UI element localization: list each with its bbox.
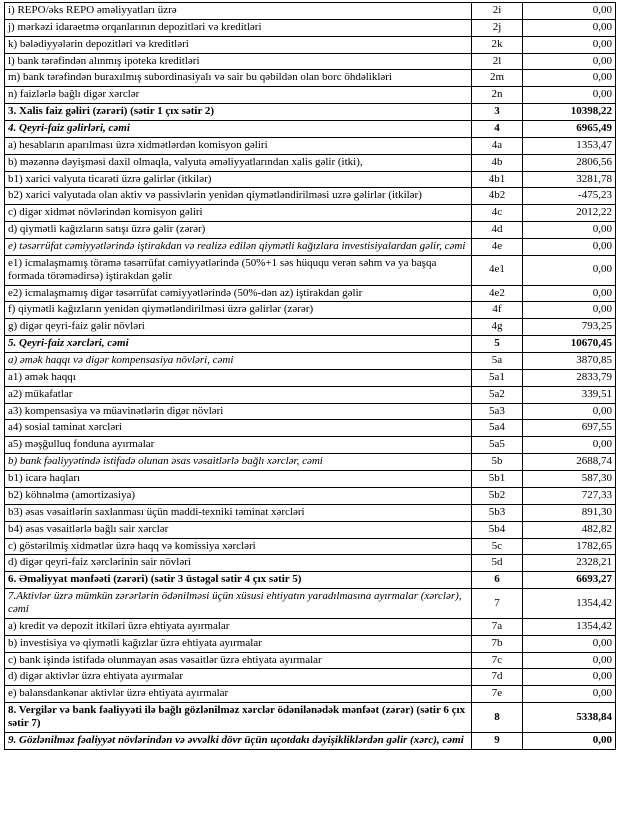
row-value: 0,00 <box>523 635 616 652</box>
row-label: b3) əsas vəsaitlərin saxlanması üçün maddi-texniki təminat xərcləri <box>5 504 472 521</box>
table-row <box>5 239 616 256</box>
row-value: 0,00 <box>523 239 616 256</box>
row-code: 2i <box>472 3 523 20</box>
row-code: 5b2 <box>472 487 523 504</box>
row-value: 0,00 <box>523 285 616 302</box>
row-label: a2) mükafatlar <box>5 386 472 403</box>
row-label: b) investisiya və qiymətli kağızlar üzrə ehtiyata ayırmalar <box>5 635 472 652</box>
row-code: 4a <box>472 137 523 154</box>
row-value: 0,00 <box>523 302 616 319</box>
row-value: 891,30 <box>523 504 616 521</box>
row-label: 3. Xalis faiz gəliri (zərəri) (sətir 1 çıx sətir 2) <box>5 104 472 121</box>
row-code: 4b1 <box>472 171 523 188</box>
row-code: 4e2 <box>472 285 523 302</box>
table-row <box>5 487 616 504</box>
row-label: m) bank tərəfindən buraxılmış subordinasiyalı və sair bu qəbildən olan borc öhdəlikləri <box>5 70 472 87</box>
row-code: 7b <box>472 635 523 652</box>
row-code: 4e1 <box>472 255 523 285</box>
row-code: 4g <box>472 319 523 336</box>
row-label: a3) kompensasiya və müavinətlərin digər növləri <box>5 403 472 420</box>
row-label: 5. Qeyri-faiz xərcləri, cəmi <box>5 336 472 353</box>
table-row <box>5 572 616 589</box>
table-row <box>5 703 616 733</box>
row-label: 4. Qeyri-faiz gəlirləri, cəmi <box>5 121 472 138</box>
table-row <box>5 154 616 171</box>
row-value: 1353,47 <box>523 137 616 154</box>
table-row <box>5 686 616 703</box>
table-row <box>5 3 616 20</box>
row-label: f) qiymətli kağızların yenidən qiymətləndirilməsi üzrə gəlirlər (zərər) <box>5 302 472 319</box>
row-label: b2) xarici valyutada olan aktiv və passivlərin yenidən qiymətləndirilməsi uzrə gəlirlər (itkilər) <box>5 188 472 205</box>
row-label: a4) sosial təminat xərcləri <box>5 420 472 437</box>
row-value: 0,00 <box>523 222 616 239</box>
row-value: 0,00 <box>523 437 616 454</box>
row-label: d) qiymətli kağızların satışı üzrə gəlir (zərər) <box>5 222 472 239</box>
row-label: b1) xarici valyuta ticarəti üzrə gəlirlər (itkilər) <box>5 171 472 188</box>
row-code: 2k <box>472 36 523 53</box>
row-code: 4d <box>472 222 523 239</box>
table-row <box>5 437 616 454</box>
row-value: 1354,42 <box>523 589 616 619</box>
table-body <box>5 3 616 750</box>
row-value: 6965,49 <box>523 121 616 138</box>
row-label: 8. Vergilər və bank fəaliyyəti ilə bağlı gözlənilməz xərclər ödənilənədək mənfəət (zərər) (sətir 6 çıx sətir 7) <box>5 703 472 733</box>
table-row <box>5 504 616 521</box>
row-code: 2n <box>472 87 523 104</box>
table-row <box>5 36 616 53</box>
row-code: 9 <box>472 732 523 749</box>
row-label: 7.Aktivlər üzrə mümkün zərərlərin ödənilməsi üçün xüsusi ehtiyatın yaradılmasına ayırmalar (xərclər), cəmi <box>5 589 472 619</box>
row-label: c) digər xidmət növlərindən komisyon gəliri <box>5 205 472 222</box>
table-row <box>5 70 616 87</box>
row-value: 0,00 <box>523 669 616 686</box>
table-row <box>5 336 616 353</box>
table-row <box>5 255 616 285</box>
row-value: 0,00 <box>523 87 616 104</box>
row-label: j) mərkəzi idarəetmə orqanlarının depozitləri və kreditləri <box>5 19 472 36</box>
row-value: 339,51 <box>523 386 616 403</box>
row-label: c) bank işində istifadə olunmayan əsas vəsaitlər üzrə ehtiyata ayırmalar <box>5 652 472 669</box>
table-row <box>5 171 616 188</box>
table-row <box>5 369 616 386</box>
table-row <box>5 555 616 572</box>
table-row <box>5 285 616 302</box>
table-row <box>5 635 616 652</box>
row-value: 0,00 <box>523 652 616 669</box>
row-label: a) hesabların aparılması üzrə xidmətlərdən komisyon gəliri <box>5 137 472 154</box>
row-label: c) göstərilmiş xidmətlər üzrə haqq və komissiya xərcləri <box>5 538 472 555</box>
table-row <box>5 53 616 70</box>
row-code: 2m <box>472 70 523 87</box>
row-value: 0,00 <box>523 53 616 70</box>
row-label: e2) icmalaşmamış digər təsərrüfat cəmiyyətlərində (50%-dən az) iştirakdan gəlir <box>5 285 472 302</box>
row-label: b) məzənnə dəyişməsi daxil olmaqla, valyuta əməliyyatlarından xalis gəlir (itki), <box>5 154 472 171</box>
row-value: 0,00 <box>523 3 616 20</box>
row-value: 0,00 <box>523 36 616 53</box>
row-value: 697,55 <box>523 420 616 437</box>
row-label: i) REPO/əks REPO əməliyyatları üzrə <box>5 3 472 20</box>
table-row <box>5 104 616 121</box>
row-code: 7c <box>472 652 523 669</box>
row-label: e) təsərrüfat cəmiyyətlərində iştirakdan və realizə edilən qiymətli kağızlara investisiyalardan gəlir, cəmi <box>5 239 472 256</box>
row-value: 2328,21 <box>523 555 616 572</box>
row-code: 5c <box>472 538 523 555</box>
table-row <box>5 137 616 154</box>
row-value: 5338,84 <box>523 703 616 733</box>
table-row <box>5 319 616 336</box>
row-code: 5a <box>472 353 523 370</box>
row-code: 5a1 <box>472 369 523 386</box>
table-row <box>5 652 616 669</box>
row-label: l) bank tərəfindən alınmış ipoteka kreditləri <box>5 53 472 70</box>
row-code: 8 <box>472 703 523 733</box>
row-code: 5b4 <box>472 521 523 538</box>
row-code: 4f <box>472 302 523 319</box>
row-value: -475,23 <box>523 188 616 205</box>
table-row <box>5 403 616 420</box>
table-row <box>5 521 616 538</box>
row-label: g) digər qeyri-faiz gəlir növləri <box>5 319 472 336</box>
row-value: 3281,78 <box>523 171 616 188</box>
row-value: 0,00 <box>523 403 616 420</box>
row-code: 5b3 <box>472 504 523 521</box>
row-value: 10398,22 <box>523 104 616 121</box>
row-code: 5a5 <box>472 437 523 454</box>
row-value: 2833,79 <box>523 369 616 386</box>
row-label: b) bank fəaliyyətində istifadə olunan əsas vəsaitlərlə bağlı xərclər, cəmi <box>5 454 472 471</box>
row-label: e1) icmalaşmamış törəmə təsərrüfat cəmiyyətlərində (50%+1 səs hüququ verən səhm və ya başqa formada törəmədirsə) iştirakdan gəlir <box>5 255 472 285</box>
row-code: 4 <box>472 121 523 138</box>
row-value: 2688,74 <box>523 454 616 471</box>
row-code: 7 <box>472 589 523 619</box>
row-code: 2j <box>472 19 523 36</box>
table-row <box>5 222 616 239</box>
row-value: 2012,22 <box>523 205 616 222</box>
row-label: a5) məşğulluq fonduna ayırmalar <box>5 437 472 454</box>
table-row <box>5 589 616 619</box>
row-value: 727,33 <box>523 487 616 504</box>
table-row <box>5 19 616 36</box>
row-value: 0,00 <box>523 255 616 285</box>
row-code: 2l <box>472 53 523 70</box>
row-value: 1782,65 <box>523 538 616 555</box>
row-code: 5b1 <box>472 471 523 488</box>
row-label: a) əmək haqqı və digər kompensasiya növləri, cəmi <box>5 353 472 370</box>
table-row <box>5 420 616 437</box>
table-row <box>5 386 616 403</box>
financial-statement-table <box>4 2 616 750</box>
table-row <box>5 121 616 138</box>
row-value: 587,30 <box>523 471 616 488</box>
row-label: 6. Əməliyyat mənfəəti (zərəri) (sətir 3 üstəgəl sətir 4 çıx sətir 5) <box>5 572 472 589</box>
row-code: 5 <box>472 336 523 353</box>
table-row <box>5 302 616 319</box>
row-value: 793,25 <box>523 319 616 336</box>
row-value: 10670,45 <box>523 336 616 353</box>
row-code: 5d <box>472 555 523 572</box>
table-row <box>5 538 616 555</box>
row-label: d) digər aktivlər üzrə ehtiyata ayırmalar <box>5 669 472 686</box>
row-code: 7e <box>472 686 523 703</box>
row-code: 5a4 <box>472 420 523 437</box>
table-row <box>5 205 616 222</box>
row-value: 0,00 <box>523 19 616 36</box>
row-label: 9. Gözlənilməz fəaliyyət növlərindən və əvvəlki dövr üçün uçotdakı dəyişikliklərdən gəlir (xərc), cəmi <box>5 732 472 749</box>
table-row <box>5 188 616 205</box>
row-code: 5a3 <box>472 403 523 420</box>
row-code: 4b2 <box>472 188 523 205</box>
row-value: 1354,42 <box>523 618 616 635</box>
row-code: 7d <box>472 669 523 686</box>
row-label: n) faizlərlə bağlı digər xərclər <box>5 87 472 104</box>
row-label: a1) əmək haqqı <box>5 369 472 386</box>
row-code: 4b <box>472 154 523 171</box>
table-row <box>5 732 616 749</box>
row-value: 2806,56 <box>523 154 616 171</box>
row-value: 3870,85 <box>523 353 616 370</box>
row-label: d) digər qeyri-faiz xərclərinin sair növləri <box>5 555 472 572</box>
table-row <box>5 454 616 471</box>
row-value: 0,00 <box>523 70 616 87</box>
row-code: 3 <box>472 104 523 121</box>
row-label: a) kredit və depozit itkiləri üzrə ehtiyata ayırmalar <box>5 618 472 635</box>
row-code: 5a2 <box>472 386 523 403</box>
row-label: e) balansdankənar aktivlər üzrə ehtiyata ayırmalar <box>5 686 472 703</box>
row-value: 482,82 <box>523 521 616 538</box>
row-label: b1) icarə haqları <box>5 471 472 488</box>
row-code: 4c <box>472 205 523 222</box>
table-row <box>5 471 616 488</box>
row-code: 6 <box>472 572 523 589</box>
row-label: k) bələdiyyələrin depozitləri və kreditləri <box>5 36 472 53</box>
row-value: 0,00 <box>523 686 616 703</box>
row-value: 6693,27 <box>523 572 616 589</box>
row-label: b2) köhnəlmə (amortizasiya) <box>5 487 472 504</box>
row-code: 7a <box>472 618 523 635</box>
row-code: 5b <box>472 454 523 471</box>
table-row <box>5 618 616 635</box>
row-value: 0,00 <box>523 732 616 749</box>
table-row <box>5 87 616 104</box>
table-row <box>5 669 616 686</box>
table-row <box>5 353 616 370</box>
row-label: b4) əsas vəsaitlərlə bağlı sair xərclər <box>5 521 472 538</box>
row-code: 4e <box>472 239 523 256</box>
